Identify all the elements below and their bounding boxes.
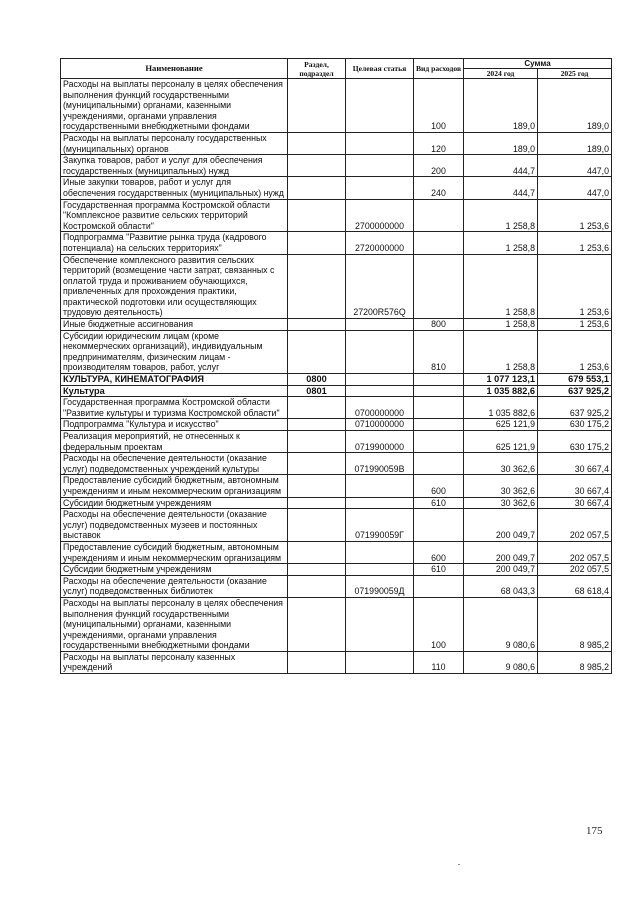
row-expense-type (414, 254, 464, 319)
row-amount-2025: 637 925,2 (538, 385, 612, 397)
scan-artifact (458, 864, 460, 865)
table-row (61, 319, 612, 331)
row-expense-type (414, 431, 464, 453)
row-target-code (346, 564, 414, 576)
row-amount-2024: 9 080,6 (464, 651, 538, 673)
row-amount-2025: 8 985,2 (538, 651, 612, 673)
table-row (61, 541, 612, 563)
row-amount-2025: 8 985,2 (538, 597, 612, 651)
table-row (61, 597, 612, 651)
row-expense-type (414, 453, 464, 475)
header-sum: Сумма (464, 59, 612, 69)
row-name: Расходы на обеспечение деятельности (оказание услуг) подведомственных учреждений культуры (61, 453, 288, 475)
row-section (288, 199, 346, 232)
table-row (61, 453, 612, 475)
table-row (61, 419, 612, 431)
table-row (61, 397, 612, 419)
row-amount-2024: 625 121,9 (464, 419, 538, 431)
row-amount-2025: 630 175,2 (538, 431, 612, 453)
row-name: Субсидии юридическим лицам (кроме некоммерческих организаций), индивидуальным предпринимателям, физическим лицам - производителям товаров, работ, услуг (61, 330, 288, 373)
row-target-code (346, 155, 414, 177)
row-section (288, 509, 346, 542)
row-name: Культура (61, 385, 288, 397)
row-amount-2024: 1 077 123,1 (464, 374, 538, 386)
row-target-code: 2700000000 (346, 199, 414, 232)
header-section: Раздел, подраздел (288, 59, 346, 79)
row-target-code: 0719900000 (346, 431, 414, 453)
row-expense-type (414, 385, 464, 397)
row-target-code: 27200R576Q (346, 254, 414, 319)
row-target-code (346, 374, 414, 386)
row-target-code (346, 132, 414, 154)
table-row (61, 575, 612, 597)
row-expense-type: 610 (414, 497, 464, 509)
row-amount-2024: 30 362,6 (464, 453, 538, 475)
row-amount-2025: 68 618,4 (538, 575, 612, 597)
table-row (61, 497, 612, 509)
table-row (61, 254, 612, 319)
row-expense-type (414, 199, 464, 232)
row-name: Предоставление субсидий бюджетным, автономным учреждениям и иным некоммерческим организациям (61, 475, 288, 497)
row-amount-2024: 444,7 (464, 155, 538, 177)
row-section (288, 431, 346, 453)
row-target-code: 071990059В (346, 453, 414, 475)
row-section (288, 541, 346, 563)
row-name: Расходы на выплаты персоналу в целях обеспечения выполнения функций государственными (муниципальными) органами, казенными учреждениями, органами управления государственными внебюджетными фондами (61, 79, 288, 133)
row-amount-2025: 630 175,2 (538, 419, 612, 431)
table-row (61, 79, 612, 133)
row-section (288, 254, 346, 319)
row-target-code (346, 79, 414, 133)
row-section (288, 497, 346, 509)
row-target-code (346, 319, 414, 331)
table-row (61, 177, 612, 199)
row-expense-type: 240 (414, 177, 464, 199)
row-expense-type: 610 (414, 564, 464, 576)
row-expense-type: 800 (414, 319, 464, 331)
row-amount-2025: 30 667,4 (538, 475, 612, 497)
row-target-code: 071990059Д (346, 575, 414, 597)
row-name: Расходы на выплаты персоналу казенных учреждений (61, 651, 288, 673)
row-expense-type: 100 (414, 79, 464, 133)
row-amount-2024: 1 035 882,6 (464, 397, 538, 419)
row-amount-2025: 1 253,6 (538, 330, 612, 373)
row-expense-type (414, 575, 464, 597)
row-expense-type (414, 419, 464, 431)
table-row (61, 475, 612, 497)
row-section (288, 453, 346, 475)
table-body (61, 79, 612, 674)
row-amount-2024: 30 362,6 (464, 497, 538, 509)
row-amount-2025: 189,0 (538, 132, 612, 154)
row-amount-2024: 1 258,8 (464, 319, 538, 331)
row-expense-type: 600 (414, 475, 464, 497)
table-row (61, 509, 612, 542)
table-row (61, 132, 612, 154)
row-amount-2025: 202 057,5 (538, 509, 612, 542)
row-amount-2025: 447,0 (538, 155, 612, 177)
row-section (288, 319, 346, 331)
row-name: Подпрограмма "Развитие рынка труда (кадрового потенциала) на сельских территориях" (61, 232, 288, 254)
row-target-code: 071990059Г (346, 509, 414, 542)
row-name: Подпрограмма "Культура и искусство" (61, 419, 288, 431)
row-amount-2025: 1 253,6 (538, 254, 612, 319)
row-section (288, 475, 346, 497)
row-expense-type: 110 (414, 651, 464, 673)
row-section: 0801 (288, 385, 346, 397)
table-row (61, 199, 612, 232)
table-row (61, 651, 612, 673)
row-amount-2024: 200 049,7 (464, 509, 538, 542)
row-name: Субсидии бюджетным учреждениям (61, 564, 288, 576)
table-row (61, 431, 612, 453)
row-amount-2025: 1 253,6 (538, 232, 612, 254)
row-amount-2024: 189,0 (464, 132, 538, 154)
row-section (288, 177, 346, 199)
row-amount-2025: 30 667,4 (538, 497, 612, 509)
row-name: Субсидии бюджетным учреждениям (61, 497, 288, 509)
row-section (288, 651, 346, 673)
row-name: Государственная программа Костромской области "Развитие культуры и туризма Костромской области" (61, 397, 288, 419)
row-section (288, 330, 346, 373)
row-target-code (346, 385, 414, 397)
table-row (61, 564, 612, 576)
row-section (288, 155, 346, 177)
header-name: Наименование (61, 59, 288, 79)
row-expense-type: 810 (414, 330, 464, 373)
row-target-code (346, 497, 414, 509)
row-amount-2025: 679 553,1 (538, 374, 612, 386)
row-amount-2025: 1 253,6 (538, 319, 612, 331)
row-target-code: 2720000000 (346, 232, 414, 254)
row-amount-2025: 202 057,5 (538, 541, 612, 563)
row-name: Государственная программа Костромской области "Комплексное развитие сельских территорий Костромской области" (61, 199, 288, 232)
row-name: Предоставление субсидий бюджетным, автономным учреждениям и иным некоммерческим организациям (61, 541, 288, 563)
row-target-code (346, 475, 414, 497)
row-expense-type (414, 397, 464, 419)
row-expense-type: 600 (414, 541, 464, 563)
row-amount-2024: 444,7 (464, 177, 538, 199)
row-amount-2024: 1 258,8 (464, 232, 538, 254)
row-name: Иные закупки товаров, работ и услуг для обеспечения государственных (муниципальных) нужд (61, 177, 288, 199)
table-row (61, 232, 612, 254)
row-name: Расходы на обеспечение деятельности (оказание услуг) подведомственных музеев и постоянных выставок (61, 509, 288, 542)
row-name: Закупка товаров, работ и услуг для обеспечения государственных (муниципальных) нужд (61, 155, 288, 177)
row-section: 0800 (288, 374, 346, 386)
row-expense-type: 100 (414, 597, 464, 651)
row-amount-2024: 1 035 882,6 (464, 385, 538, 397)
row-expense-type (414, 232, 464, 254)
row-target-code (346, 651, 414, 673)
row-name: Обеспечение комплексного развития сельских территорий (возмещение части затрат, связанных с оплатой труда и проживанием обучающихся, привлеченных для прохождения практики, практической подготовки или осуществляющих трудовую деятельность) (61, 254, 288, 319)
header-row (61, 59, 612, 69)
row-amount-2024: 1 258,8 (464, 330, 538, 373)
row-amount-2024: 68 043,3 (464, 575, 538, 597)
row-expense-type: 200 (414, 155, 464, 177)
row-section (288, 79, 346, 133)
page-number: 175 (586, 825, 603, 837)
row-amount-2025: 1 253,6 (538, 199, 612, 232)
row-name: Расходы на выплаты персоналу в целях обеспечения выполнения функций государственными (муниципальными) органами, казенными учреждениями, органами управления государственными внебюджетными фондами (61, 597, 288, 651)
row-amount-2024: 625 121,9 (464, 431, 538, 453)
header-type: Вид расходов (414, 59, 464, 79)
row-amount-2025: 189,0 (538, 79, 612, 133)
row-amount-2024: 1 258,8 (464, 199, 538, 232)
row-amount-2024: 189,0 (464, 79, 538, 133)
row-name: Расходы на выплаты персоналу государственных (муниципальных) органов (61, 132, 288, 154)
row-target-code: 0700000000 (346, 397, 414, 419)
row-name: КУЛЬТУРА, КИНЕМАТОГРАФИЯ (61, 374, 288, 386)
row-amount-2024: 30 362,6 (464, 475, 538, 497)
table-row (61, 385, 612, 397)
header-target: Целевая статья (346, 59, 414, 79)
row-amount-2025: 202 057,5 (538, 564, 612, 576)
row-section (288, 419, 346, 431)
row-amount-2025: 637 925,2 (538, 397, 612, 419)
row-target-code: 0710000000 (346, 419, 414, 431)
row-section (288, 397, 346, 419)
row-section (288, 132, 346, 154)
row-name: Реализация мероприятий, не отнесенных к федеральным проектам (61, 431, 288, 453)
table-row (61, 374, 612, 386)
row-amount-2024: 9 080,6 (464, 597, 538, 651)
row-expense-type (414, 509, 464, 542)
row-amount-2024: 1 258,8 (464, 254, 538, 319)
row-expense-type: 120 (414, 132, 464, 154)
row-amount-2025: 30 667,4 (538, 453, 612, 475)
row-target-code (346, 177, 414, 199)
row-name: Иные бюджетные ассигнования (61, 319, 288, 331)
row-amount-2024: 200 049,7 (464, 564, 538, 576)
row-section (288, 597, 346, 651)
table-row (61, 330, 612, 373)
row-target-code (346, 330, 414, 373)
row-section (288, 575, 346, 597)
header-year-2024: 2024 год (464, 69, 538, 79)
row-section (288, 564, 346, 576)
row-target-code (346, 597, 414, 651)
table-row (61, 155, 612, 177)
row-name: Расходы на обеспечение деятельности (оказание услуг) подведомственных библиотек (61, 575, 288, 597)
row-section (288, 232, 346, 254)
header-year-2025: 2025 год (538, 69, 612, 79)
row-expense-type (414, 374, 464, 386)
budget-table (60, 58, 612, 674)
row-target-code (346, 541, 414, 563)
row-amount-2024: 200 049,7 (464, 541, 538, 563)
row-amount-2025: 447,0 (538, 177, 612, 199)
